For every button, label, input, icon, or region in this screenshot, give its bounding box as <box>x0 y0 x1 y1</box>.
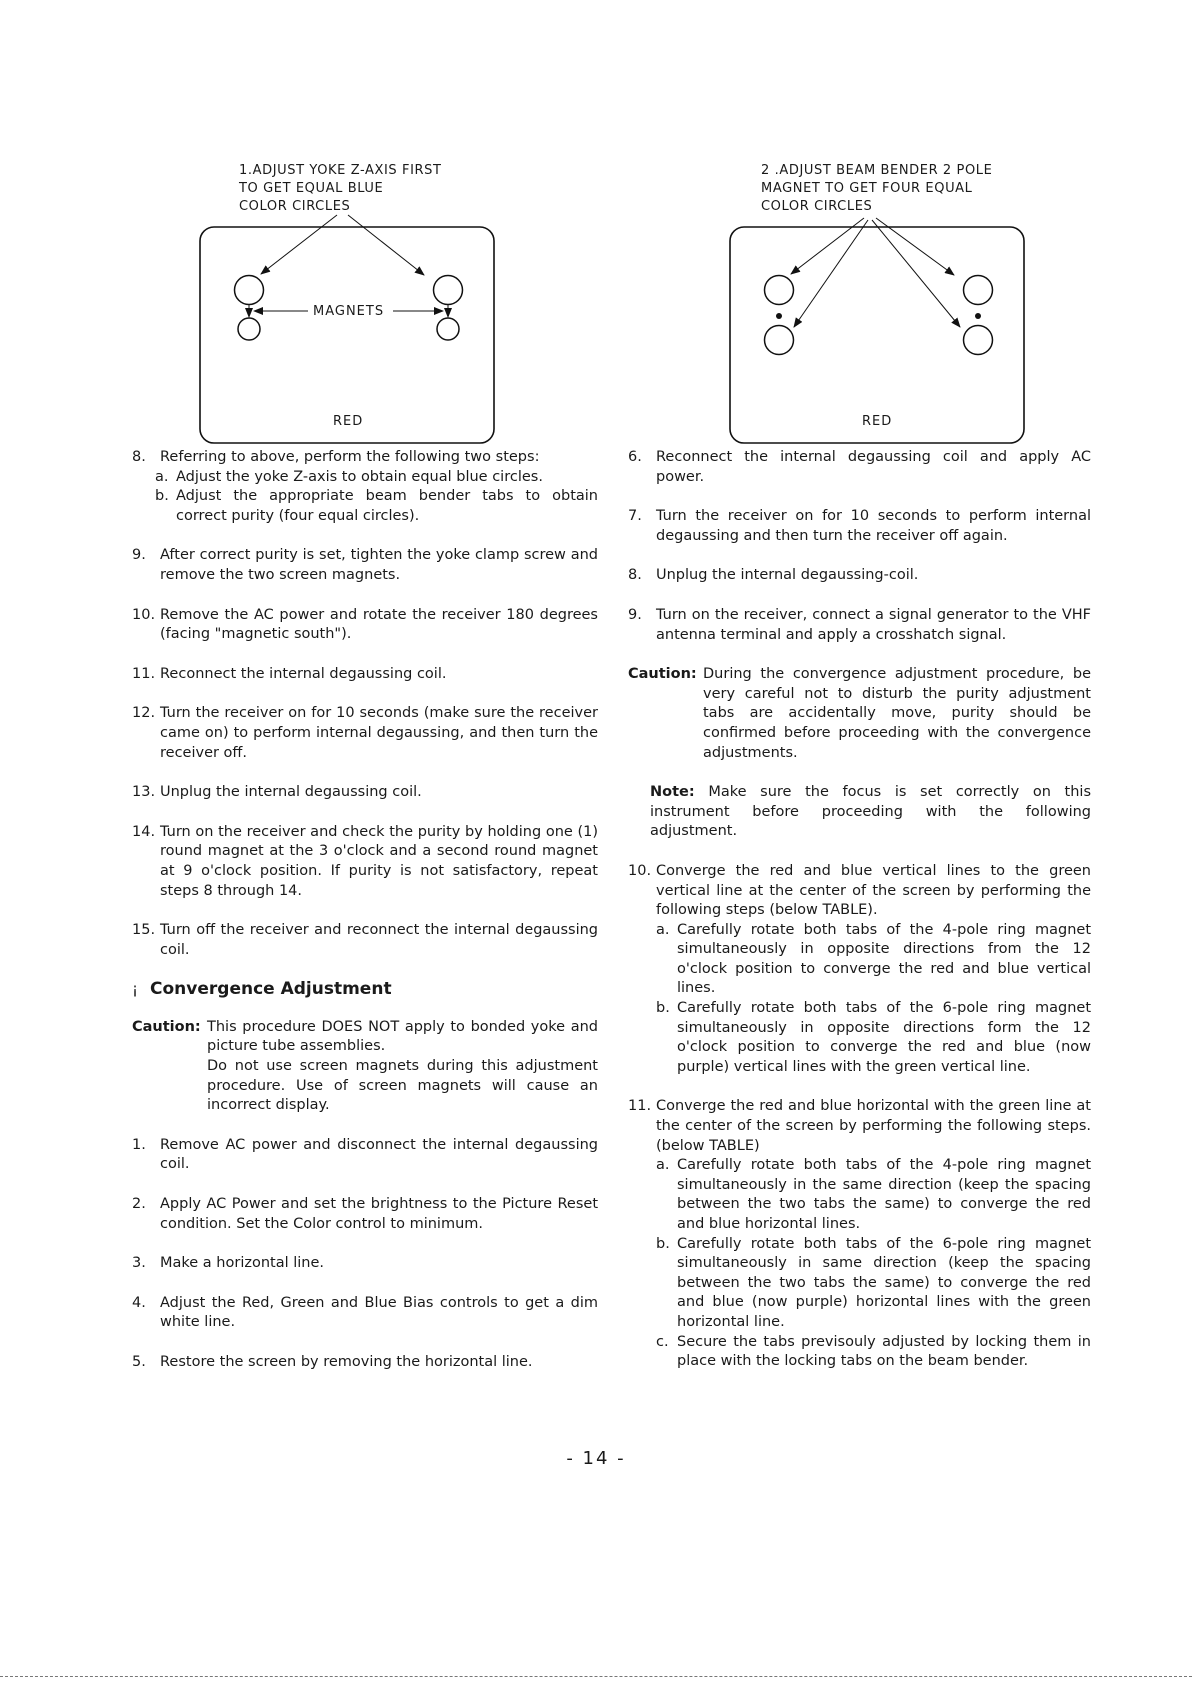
step-text: Adjust the Red, Green and Blue Bias controls to get a dim white line. <box>160 1294 598 1331</box>
tv-screen-outline <box>730 227 1024 443</box>
color-circle-top-left <box>765 276 794 305</box>
step-text: Converge the red and blue horizontal with the green line at the center of the screen by performing the following steps. (below TABLE) <box>656 1098 1091 1154</box>
figure1-caption: 1.ADJUST YOKE Z-AXIS FIRST TO GET EQUAL BLUE COLOR CIRCLES <box>239 163 442 214</box>
step-text: Turn the receiver on for 10 seconds to perform internal degaussing and then turn the receiver off again. <box>656 508 1091 544</box>
substep-text: Adjust the appropriate beam bender tabs to obtain correct purity (four equal circles). <box>176 488 598 524</box>
note-text: Make sure the focus is set correctly on this instrument before proceeding with the following adjustment. <box>650 784 1092 840</box>
color-circle-top-right <box>964 276 993 305</box>
figure1-red-label: RED <box>333 414 364 429</box>
step-text: Remove the AC power and rotate the receiver 180 degrees (facing "magnetic south"). <box>160 606 598 643</box>
step-item <box>628 1097 1091 1371</box>
note-label: Note: <box>650 784 695 801</box>
color-circle-bottom-left <box>765 326 794 355</box>
left-steps-purity <box>132 448 598 960</box>
right-steps-degauss <box>628 448 1091 645</box>
step-number: 11. <box>132 665 156 682</box>
figure2-caption: 2 .ADJUST BEAM BENDER 2 POLE MAGNET TO GET FOUR EQUAL COLOR CIRCLES <box>761 163 993 214</box>
substep-list <box>155 468 598 527</box>
step-text: Remove AC power and disconnect the internal degaussing coil. <box>160 1136 598 1173</box>
caution-label: Caution: <box>628 666 697 683</box>
caution-block-left <box>132 1018 598 1116</box>
right-steps-convergence <box>628 862 1091 1372</box>
figure-beam-bender-adjust <box>720 150 1040 450</box>
step-text: Turn on the receiver and check the purity by holding one (1) round magnet at the 3 o'clock and a second round magnet at 9 o'clock position. If purity is not satisfactory, repeat steps 8 through 14. <box>160 823 598 899</box>
substep-list <box>656 921 1091 1078</box>
step-number: 11. <box>628 1098 652 1115</box>
substep-item <box>656 1235 1091 1333</box>
step-number: 9. <box>132 547 146 564</box>
note-block <box>650 783 1091 842</box>
step-text: Referring to above, perform the following two steps: <box>160 449 540 465</box>
step-text: Turn on the receiver, connect a signal generator to the VHF antenna terminal and apply a crosshatch signal. <box>656 606 1091 643</box>
step-text: Apply AC Power and set the brightness to the Picture Reset condition. Set the Color control to minimum. <box>160 1196 598 1232</box>
step-number: 4. <box>132 1294 146 1311</box>
center-dot-right <box>975 313 981 319</box>
step-number: 5. <box>132 1354 146 1370</box>
blue-circle-right <box>434 276 463 305</box>
caution-block-right <box>628 665 1091 763</box>
step-number: 7. <box>628 508 642 525</box>
section-title: Convergence Adjustment <box>150 979 392 1000</box>
substep-letter: a. <box>155 468 169 485</box>
step-text: Turn the receiver on for 10 seconds (make sure the receiver came on) to perform internal degaussing, and then turn the receiver off. <box>160 705 598 761</box>
substep-text: Carefully rotate both tabs of the 6-pole ring magnet simultaneously in opposite directions form the 12 o'clock position to converge the red and blue (now purple) vertical lines with the green vertical line. <box>677 1000 1091 1075</box>
step-item <box>628 507 1091 546</box>
substep-item <box>155 468 598 488</box>
substep-letter: b. <box>155 488 169 505</box>
section-bullet-icon: ¡ <box>132 980 139 999</box>
step-text: Make a horizontal line. <box>160 1255 325 1272</box>
step-number: 2. <box>132 1196 146 1213</box>
center-dot-left <box>776 313 782 319</box>
magnet-circle-right <box>437 318 459 340</box>
substep-letter: b. <box>656 1000 670 1017</box>
substep-text: Carefully rotate both tabs of the 6-pole ring magnet simultaneously in same direction (keep the spacing between the two tabs the same) to converge the red and blue (now purple) horizontal lines with the green horizontal line. <box>677 1235 1091 1330</box>
substep-item <box>656 999 1091 1077</box>
substep-text: Adjust the yoke Z-axis to obtain equal blue circles. <box>176 468 543 485</box>
step-number: 8. <box>628 567 642 584</box>
step-item <box>132 1195 598 1234</box>
substep-letter: c. <box>656 1333 669 1350</box>
left-column <box>132 448 598 1393</box>
step-item <box>132 783 598 803</box>
step-item <box>628 566 1091 586</box>
substep-item <box>656 1333 1091 1372</box>
section-heading-convergence <box>132 980 598 1000</box>
step-number: 10. <box>628 862 652 879</box>
figure1-diagram <box>190 150 510 450</box>
figure-yoke-adjust <box>190 150 510 450</box>
step-item <box>132 1294 598 1333</box>
step-number: 1. <box>132 1136 146 1153</box>
substep-letter: a. <box>656 1157 670 1174</box>
step-number: 6. <box>628 449 642 465</box>
magnets-label: MAGNETS <box>313 304 385 319</box>
step-item <box>132 823 598 901</box>
step-item <box>628 448 1091 487</box>
step-number: 14. <box>132 823 156 840</box>
step-number: 9. <box>628 606 642 623</box>
step-number: 13. <box>132 784 156 801</box>
bottom-divider <box>0 1676 1192 1677</box>
step-text: Converge the red and blue vertical lines to the green vertical line at the center of the screen by performing the following steps (below TABLE). <box>656 862 1091 919</box>
substep-text: Carefully rotate both tabs of the 4-pole ring magnet simultaneously in opposite directions from the 12 o'clock position to converge the red and blue vertical lines. <box>677 921 1091 997</box>
caution-text-1: This procedure DOES NOT apply to bonded yoke and picture tube assemblies. <box>207 1018 598 1055</box>
step-item <box>132 921 598 960</box>
caution-label: Caution: <box>132 1018 201 1035</box>
substep-letter: a. <box>656 921 670 938</box>
step-item <box>132 1254 598 1274</box>
caution-text: During the convergence adjustment procedure, be very careful not to disturb the purity adjustment tabs are accidentally move, purity should be confirmed before proceeding with the convergence adjustments. <box>703 666 1091 761</box>
step-item <box>132 665 598 685</box>
step-text: Turn off the receiver and reconnect the internal degaussing coil. <box>160 922 598 958</box>
step-item <box>132 1136 598 1175</box>
step-number: 15. <box>132 922 156 939</box>
step-text: Restore the screen by removing the horizontal line. <box>160 1354 533 1370</box>
substep-text: Carefully rotate both tabs of the 4-pole ring magnet simultaneously in the same direction (keep the spacing between the two tabs the same) to converge the red and blue horizontal lines. <box>677 1157 1091 1232</box>
figure2-red-label: RED <box>862 414 893 429</box>
step-text: Unplug the internal degaussing-coil. <box>656 567 919 584</box>
figure2-diagram <box>720 150 1040 450</box>
substep-text: Secure the tabs previsouly adjusted by locking them in place with the locking tabs on the beam bender. <box>677 1333 1091 1370</box>
step-text: After correct purity is set, tighten the yoke clamp screw and remove the two screen magnets. <box>160 547 598 583</box>
step-number: 12. <box>132 705 156 722</box>
caution-text-2: Do not use screen magnets during this adjustment procedure. Use of screen magnets will cause an incorrect display. <box>207 1058 598 1114</box>
left-steps-convergence <box>132 1136 598 1373</box>
step-item <box>132 448 598 526</box>
substep-letter: b. <box>656 1235 670 1252</box>
substep-list <box>656 1156 1091 1372</box>
magnet-circle-left <box>238 318 260 340</box>
step-item <box>132 546 598 585</box>
blue-circle-left <box>235 276 264 305</box>
step-item <box>628 606 1091 645</box>
step-item <box>132 704 598 763</box>
substep-item <box>656 1156 1091 1234</box>
substep-item <box>656 921 1091 999</box>
step-number: 10. <box>132 606 156 623</box>
tv-screen-outline <box>200 227 494 443</box>
step-item <box>628 862 1091 1078</box>
step-text: Reconnect the internal degaussing coil. <box>160 665 447 682</box>
step-item <box>132 1353 598 1373</box>
color-circle-bottom-right <box>964 326 993 355</box>
step-number: 8. <box>132 449 146 465</box>
step-item <box>132 606 598 645</box>
step-text: Reconnect the internal degaussing coil and apply AC power. <box>656 449 1091 485</box>
right-column <box>628 448 1091 1392</box>
substep-item <box>155 487 598 526</box>
step-number: 3. <box>132 1255 146 1272</box>
page-number: - 14 - <box>566 1448 626 1469</box>
step-text: Unplug the internal degaussing coil. <box>160 784 422 801</box>
